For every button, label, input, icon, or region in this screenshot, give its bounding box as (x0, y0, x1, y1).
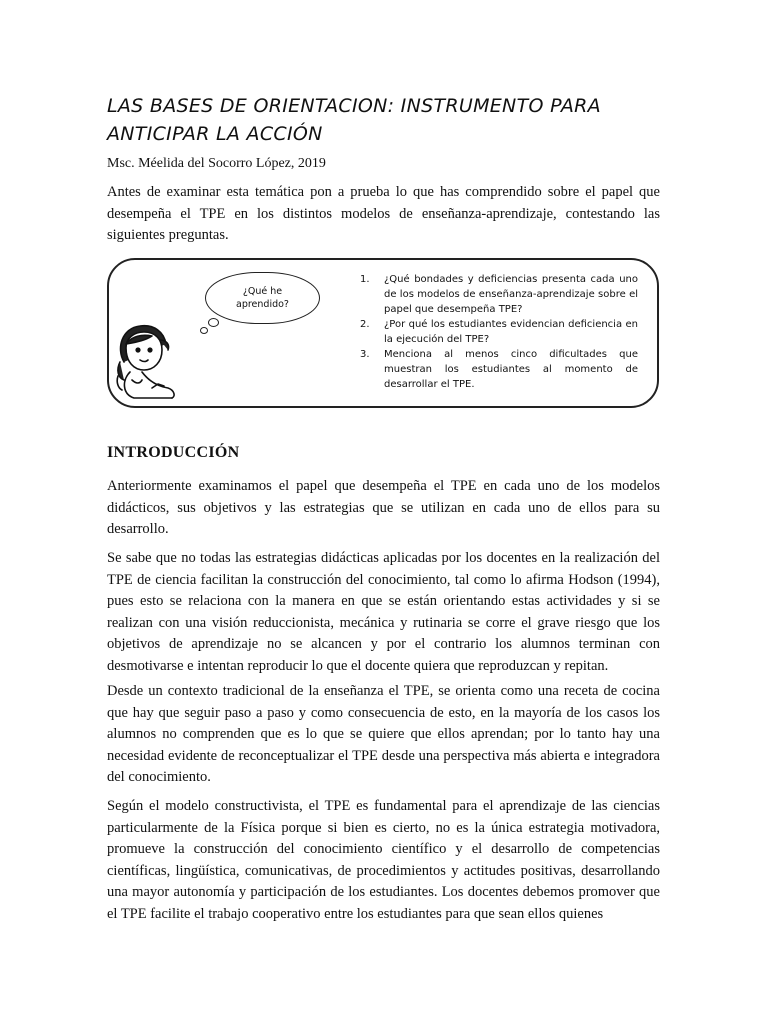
intro-paragraph: Antes de examinar esta temática pon a prueba lo que has comprendido sobre el papel que desempeña el TPE en los distintos modelos de enseñanza-aprendizaje, contestando las siguientes preguntas. (107, 184, 660, 243)
question-item: 3. Menciona al menos cinco dificultades que muestran los estudiantes al momento de desarrollar el TPE. (360, 349, 638, 390)
thinking-girl-icon (112, 318, 190, 404)
question-item: 1. ¿Qué bondades y deficiencias presenta cada uno de los modelos de enseñanza-aprendizaje sobre el papel que desempeña TPE? (360, 274, 638, 315)
questions-list (360, 272, 638, 392)
body-paragraph: Desde un contexto tradicional de la enseñanza el TPE, se orienta como una receta de cocina que hay que seguir paso a paso y como consecuencia de esto, en la mayoría de los casos los alumnos no comprenden que es lo que se quiere que ellos aprendan; por lo tanto hay una necesidad evidente de reconceptualizar el TPE desde una perspectiva más abierta e integradora del conocimiento. (107, 683, 660, 785)
section-heading: INTRODUCCIÓN (107, 444, 240, 461)
question-item: 2. ¿Por qué los estudiantes evidencian deficiencia en la ejecución del TPE? (360, 319, 638, 345)
author-line: Msc. Méelida del Socorro López, 2019 (107, 156, 326, 171)
document-title: LAS BASES DE ORIENTACION: INSTRUMENTO PARA ANTICIPAR LA ACCIÓN (107, 95, 601, 145)
thought-bubble-tiny (200, 327, 208, 334)
body-paragraph: Según el modelo constructivista, el TPE es fundamental para el aprendizaje de las ciencias particularmente de la Física porque si bien es cierto, no es la única estrategia motivadora, promueve la construcción del conocimiento científico y el desarrollo de competencias científicas, lingüística, comunicativas, de procedimientos y actitudes positivas, desarrollando una mayor autonomía y participación de los estudiantes. Los docentes debemos promover que el TPE facilite el trabajo cooperativo entre los estudiantes para que sean ellos quienes (107, 798, 660, 922)
body-paragraph: Se sabe que no todas las estrategias didácticas aplicadas por los docentes en la realización del TPE de ciencia facilitan la construcción del conocimiento, tal como lo afirma Hodson (1994), pues esto se relaciona con la manera en que se están orientando estas actividades y si se realizan con una visión reduccionista, mecánica y rutinaria se corre el grave riesgo que los objetivos de aprendizaje no se alcancen y por el contrario los alumnos terminan con desmotivarse e intentan reproducir lo que el docente quiera que reproduzcan y repitan. (107, 550, 660, 674)
thought-cloud (205, 272, 320, 324)
thought-bubble-small (208, 318, 219, 327)
thought-cloud-text: ¿Qué he aprendido? (236, 286, 289, 310)
body-paragraph: Anteriormente examinamos el papel que desempeña el TPE en cada uno de los modelos didácticos, sus objetivos y las estrategias que se utilizan en cada uno de ellos para su desarrollo. (107, 478, 660, 537)
